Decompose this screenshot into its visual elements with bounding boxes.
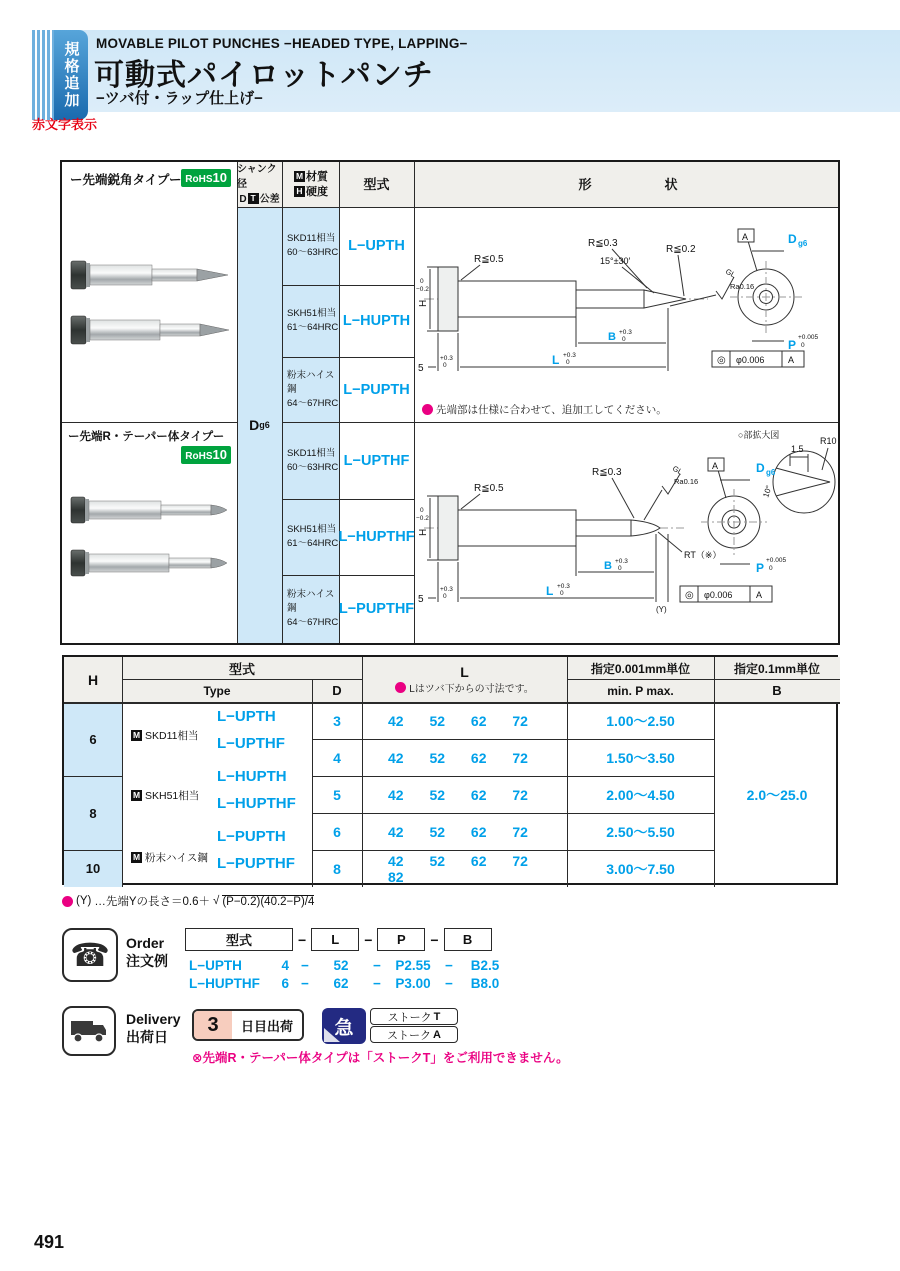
punch-photo-taper-1 bbox=[70, 494, 230, 526]
dim-label: +0.3 bbox=[563, 352, 576, 359]
material-cell bbox=[282, 575, 339, 643]
truck-icon bbox=[69, 1017, 109, 1045]
shape-drawing-taper bbox=[414, 422, 842, 643]
delivery-restriction-note bbox=[192, 1048, 569, 1066]
d-cell bbox=[312, 850, 362, 887]
example-model bbox=[185, 958, 293, 973]
order-labels bbox=[126, 934, 168, 970]
grid bbox=[567, 679, 840, 680]
new-standard-tab bbox=[30, 30, 88, 120]
dim-label: 0 bbox=[560, 590, 564, 597]
d-value: 4 bbox=[333, 749, 341, 766]
dash: − bbox=[364, 931, 373, 948]
dim-label: 0 bbox=[618, 565, 622, 572]
p-label: P bbox=[788, 338, 797, 352]
block2-label: ー先端R・テーパー体タイプー bbox=[68, 431, 225, 443]
example-l: 62 bbox=[333, 976, 349, 991]
type-model: L−UPTH bbox=[217, 708, 276, 725]
l-cell bbox=[362, 702, 567, 739]
example-p: P2.55 bbox=[395, 958, 431, 973]
h-value-cell bbox=[64, 850, 122, 887]
punch-photo-taper-2 bbox=[70, 547, 230, 579]
dim-label: 0 bbox=[622, 336, 626, 343]
datum-flag: A bbox=[712, 461, 719, 471]
hardness-value: 64〜67HRC bbox=[287, 397, 339, 409]
grid bbox=[312, 850, 714, 851]
grid bbox=[312, 739, 714, 740]
gdt-symbol: ◎ bbox=[685, 590, 694, 601]
header-b-sub-label: B bbox=[772, 683, 782, 698]
order-box-model bbox=[185, 928, 293, 951]
block2-photo-cell bbox=[62, 422, 237, 643]
example-model-name: L−HUPTHF bbox=[189, 976, 260, 991]
dim-label: R≦0.2 bbox=[666, 244, 696, 255]
p-cell bbox=[567, 813, 714, 850]
stork-a-box bbox=[370, 1026, 458, 1043]
col-header-model bbox=[339, 162, 414, 207]
dim-label: GL bbox=[724, 266, 738, 280]
red-text-note: 赤文字表示 bbox=[32, 117, 98, 132]
dash: − bbox=[301, 958, 309, 973]
material-header-line1 bbox=[293, 170, 328, 185]
h-value-cell bbox=[64, 776, 122, 850]
shank-d: D bbox=[249, 417, 260, 433]
punch-photo-sharp-2 bbox=[70, 312, 230, 348]
p-label: P bbox=[756, 561, 765, 575]
express-char: 急 bbox=[334, 1017, 354, 1039]
dim-label: +0.3 bbox=[619, 329, 632, 336]
l-cell bbox=[362, 813, 567, 850]
punch-photo-sharp-1 bbox=[70, 257, 230, 293]
h-value-cell bbox=[64, 702, 122, 776]
dim-label: 15°±30′ bbox=[600, 256, 631, 266]
col-header-shape bbox=[414, 162, 842, 207]
t-box-icon: T bbox=[248, 193, 259, 204]
dim-label: −0.2 bbox=[416, 515, 429, 522]
shank-header-kousa: 公差 bbox=[259, 194, 280, 205]
gdt-datum: A bbox=[756, 590, 763, 600]
l-values: 42 52 62 72 bbox=[388, 749, 528, 766]
dash: − bbox=[445, 958, 453, 973]
page-title: 可動式パイロットパンチ bbox=[94, 59, 434, 92]
order-example-row bbox=[185, 958, 509, 973]
l-cell bbox=[362, 850, 567, 887]
shank-dia-value bbox=[237, 207, 282, 643]
example-b: B2.5 bbox=[470, 958, 500, 973]
header-model-label: 型式 bbox=[228, 661, 255, 677]
material-cell bbox=[282, 422, 339, 499]
example-size: 4 bbox=[281, 958, 289, 973]
example-size: 6 bbox=[281, 976, 289, 991]
dim-label: 0 bbox=[420, 507, 424, 514]
dim-label: 0 bbox=[420, 278, 424, 285]
header-l-label: L bbox=[460, 664, 469, 680]
header-h-label: H bbox=[87, 671, 99, 688]
gdt-symbol: ◎ bbox=[717, 355, 726, 366]
dim-label: +0.3 bbox=[557, 583, 570, 590]
dash: − bbox=[373, 958, 381, 973]
grid bbox=[122, 679, 362, 680]
m-box-icon: M bbox=[132, 790, 141, 800]
title-subtitle: −ツバ付・ラップ仕上げ− bbox=[96, 90, 263, 107]
dash: − bbox=[373, 976, 381, 991]
type-material-name: SKH51相当 bbox=[145, 790, 200, 802]
dim-label: 5 bbox=[418, 363, 424, 374]
l-cell bbox=[362, 776, 567, 813]
d-cell bbox=[312, 702, 362, 739]
material-name: SKD11相当 bbox=[287, 447, 336, 459]
dim-label: 0 bbox=[801, 342, 805, 349]
dim-label-l: L bbox=[546, 584, 554, 598]
header-h bbox=[64, 657, 122, 702]
sail-icon bbox=[324, 1028, 340, 1042]
material-name: 粉末ハイス鋼 bbox=[287, 369, 335, 395]
truck-icon-box bbox=[62, 1006, 116, 1056]
order-code-boxes bbox=[185, 928, 492, 951]
title-english: MOVABLE PILOT PUNCHES −HEADED TYPE, LAPPING− bbox=[96, 36, 468, 51]
m-box-icon: M bbox=[295, 170, 304, 181]
material-cell bbox=[282, 499, 339, 575]
h-box-icon: H bbox=[294, 186, 305, 197]
shank-header-line2 bbox=[239, 192, 279, 207]
model-name: L−PUPTH bbox=[343, 381, 410, 398]
l-values: 42 52 62 72 bbox=[388, 786, 528, 803]
hardness-value: 64〜67HRC bbox=[287, 617, 339, 628]
stork-label: ストーク bbox=[387, 1011, 432, 1024]
dim-label: R≦0.5 bbox=[474, 483, 504, 494]
dim-label: −0.2 bbox=[416, 286, 429, 293]
type-material bbox=[130, 850, 208, 865]
drawing-sharp-tip bbox=[416, 209, 840, 395]
shape-drawing-sharp bbox=[414, 207, 842, 422]
rt-label: RT（※） bbox=[684, 550, 722, 560]
header-l bbox=[362, 657, 567, 702]
b-merged-cell bbox=[714, 702, 840, 887]
model-cell bbox=[339, 575, 414, 643]
grid bbox=[567, 657, 568, 887]
block1-note bbox=[422, 402, 667, 417]
detail-dim: 1.5 bbox=[791, 444, 804, 454]
formula-y: (Y) bbox=[76, 895, 92, 907]
dim-label: +0.005 bbox=[766, 557, 787, 564]
dimension-table bbox=[62, 655, 838, 885]
example-model bbox=[185, 976, 293, 991]
hardness-value: 60〜63HRC bbox=[287, 461, 339, 473]
b-range: 2.0〜25.0 bbox=[746, 786, 808, 803]
dash: − bbox=[430, 931, 439, 948]
shank-g6: g6 bbox=[259, 420, 270, 430]
model-cell bbox=[339, 357, 414, 422]
dim-label: 5 bbox=[418, 594, 424, 605]
point-icon bbox=[62, 896, 73, 907]
dim-label: H bbox=[418, 528, 429, 536]
dim-label: Ra0.16 bbox=[674, 477, 699, 486]
dash: − bbox=[445, 976, 453, 991]
l-values: 42 52 62 72 bbox=[388, 823, 528, 840]
hardness-header-label: 硬度 bbox=[306, 185, 328, 198]
header-b-unit-label: 指定0.1mm単位 bbox=[733, 661, 821, 676]
type-material-name: SKD11相当 bbox=[145, 730, 199, 742]
type-material-name: 粉末ハイス鋼 bbox=[145, 852, 208, 864]
order-box-p-label: P bbox=[397, 932, 406, 947]
grid bbox=[64, 776, 122, 777]
model-header-label: 型式 bbox=[363, 177, 390, 192]
model-name: L−HUPTHF bbox=[338, 529, 415, 545]
dim-label: R≦0.3 bbox=[592, 467, 622, 478]
dim-label: +0.005 bbox=[798, 334, 819, 341]
header-d-label: D bbox=[332, 683, 342, 698]
grid bbox=[714, 657, 715, 887]
p-range: 1.00〜2.50 bbox=[606, 712, 675, 729]
y-dim-label: (Y) bbox=[656, 605, 667, 614]
header-p-sub bbox=[567, 679, 714, 702]
order-box-l-label: L bbox=[331, 932, 340, 947]
stork-t: T bbox=[433, 1010, 441, 1023]
detail-angle: 10° bbox=[761, 484, 774, 499]
order-box-b bbox=[444, 928, 492, 951]
delivery-label-en: Delivery bbox=[126, 1011, 181, 1027]
detail-title: ○部拡大図 bbox=[738, 430, 780, 440]
express-badge bbox=[322, 1008, 366, 1044]
dim-label: R≦0.3 bbox=[588, 238, 618, 249]
material-cell bbox=[282, 357, 339, 422]
dg6-label: D bbox=[756, 461, 765, 475]
p-cell bbox=[567, 776, 714, 813]
header-l-note bbox=[395, 680, 534, 695]
stork-t-box bbox=[370, 1008, 458, 1025]
rohs-num: 10 bbox=[212, 170, 227, 185]
gdt-value: φ0.006 bbox=[704, 590, 733, 600]
d-value: 8 bbox=[333, 860, 341, 877]
p-range: 3.00〜7.50 bbox=[606, 860, 675, 877]
header-d bbox=[312, 679, 362, 702]
d-value: 5 bbox=[333, 786, 341, 803]
sqrt-symbol: √ bbox=[213, 895, 220, 907]
type-model: L−HUPTHF bbox=[217, 795, 296, 812]
material-name: 粉末ハイス鋼 bbox=[287, 589, 335, 614]
model-name: L−UPTHF bbox=[343, 452, 410, 469]
dim-label: Ra0.16 bbox=[730, 282, 755, 291]
datum-flag: A bbox=[742, 232, 749, 242]
detail-r10: R10 bbox=[820, 436, 837, 446]
m-box-icon: M bbox=[132, 852, 141, 862]
hardness-value: 60〜63HRC bbox=[287, 247, 339, 258]
grid bbox=[64, 850, 122, 851]
header-p-sub-label: min. P max. bbox=[607, 683, 674, 698]
stork-label: ストーク bbox=[387, 1029, 432, 1042]
material-name: SKD11相当 bbox=[287, 233, 336, 244]
order-box-b-label: B bbox=[462, 932, 473, 947]
tab-stripes-decoration bbox=[30, 30, 54, 120]
dg6-label: D bbox=[788, 232, 797, 246]
order-box-model-label: 型式 bbox=[225, 933, 252, 948]
model-name: L−UPTH bbox=[348, 238, 405, 254]
point-icon bbox=[422, 404, 433, 415]
rohs-badge-2 bbox=[181, 446, 231, 464]
formula-pre: …先端Yの長さ＝0.6＋ bbox=[94, 896, 210, 908]
stork-a: A bbox=[433, 1028, 441, 1041]
dim-label-l: L bbox=[552, 353, 560, 367]
block1-photo-cell bbox=[62, 162, 237, 422]
stork-options bbox=[370, 1008, 458, 1043]
h-value: 8 bbox=[89, 805, 97, 821]
header-type-label: Type bbox=[203, 683, 231, 698]
model-cell bbox=[339, 499, 414, 575]
dim-label: R≦0.5 bbox=[474, 254, 504, 265]
dim-label-b: B bbox=[608, 331, 616, 343]
phone-icon-box bbox=[62, 928, 118, 982]
block1-label: ー先端鋭角タイプー bbox=[70, 173, 182, 187]
drawing-taper-tip bbox=[416, 426, 840, 640]
d-cell bbox=[312, 776, 362, 813]
grid bbox=[237, 162, 238, 643]
material-name: SKH51相当 bbox=[287, 524, 337, 535]
header-b-sub bbox=[714, 679, 840, 702]
dg6-sub: g6 bbox=[798, 239, 808, 248]
page-number: 491 bbox=[34, 1232, 65, 1252]
header-p-unit-label: 指定0.001mm単位 bbox=[590, 661, 691, 676]
p-range: 2.00〜4.50 bbox=[606, 786, 675, 803]
d-cell bbox=[312, 813, 362, 850]
type-merged-cell bbox=[122, 702, 312, 887]
gdt-value: φ0.006 bbox=[736, 355, 765, 365]
material-cell bbox=[282, 207, 339, 285]
dim-label: +0.3 bbox=[440, 586, 453, 593]
model-cell bbox=[339, 422, 414, 499]
col-header-material bbox=[282, 162, 339, 207]
model-name: L−PUPTHF bbox=[338, 601, 415, 617]
order-label-en: Order bbox=[126, 935, 165, 951]
dash: − bbox=[298, 931, 307, 948]
dim-label: 0 bbox=[443, 362, 447, 369]
delivery-label-jp: 出荷日 bbox=[126, 1029, 168, 1045]
model-cell bbox=[339, 207, 414, 285]
dim-label: 0 bbox=[566, 359, 570, 366]
shank-header-d: D bbox=[239, 194, 247, 205]
dim-label: GL bbox=[671, 463, 685, 477]
l-cell bbox=[362, 739, 567, 776]
grid bbox=[122, 657, 123, 887]
material-name: SKH51相当 bbox=[287, 308, 337, 319]
order-label-jp: 注文例 bbox=[126, 953, 168, 969]
header-type bbox=[122, 679, 312, 702]
delivery-note-text: 先端R・テーパー体タイプは「ストークT」をご利用できません。 bbox=[202, 1051, 569, 1065]
type-model: L−PUPTH bbox=[217, 828, 286, 845]
model-name: L−HUPTH bbox=[342, 313, 411, 329]
material-cell bbox=[282, 285, 339, 357]
dim-label-b: B bbox=[604, 560, 612, 572]
type-model: L−UPTHF bbox=[217, 735, 285, 752]
example-l: 52 bbox=[333, 958, 349, 973]
gdt-datum: A bbox=[788, 355, 795, 365]
model-cell bbox=[339, 285, 414, 357]
order-box-p bbox=[377, 928, 425, 951]
tab-label: 規格追加 bbox=[54, 30, 88, 120]
p-cell bbox=[567, 739, 714, 776]
p-cell bbox=[567, 702, 714, 739]
grid bbox=[64, 702, 840, 704]
rohs-num: 10 bbox=[212, 447, 227, 462]
dg6-sub: g6 bbox=[766, 468, 776, 477]
type-model: L−PUPTHF bbox=[217, 855, 295, 872]
dim-label: H bbox=[418, 299, 429, 307]
hardness-value: 61〜64HRC bbox=[287, 322, 339, 333]
dash: − bbox=[301, 976, 309, 991]
grid bbox=[362, 657, 363, 887]
grid bbox=[312, 813, 714, 814]
dim-label: +0.3 bbox=[440, 355, 453, 362]
delivery-days-label: 日目出荷 bbox=[232, 1011, 302, 1039]
delivery-days: 3 bbox=[194, 1011, 232, 1039]
block1-note-text: 先端部は仕様に合わせて、追加工してください。 bbox=[436, 404, 667, 416]
rohs-text: RoHS bbox=[185, 451, 213, 462]
example-b: B8.0 bbox=[470, 976, 500, 991]
d-value: 6 bbox=[333, 823, 341, 840]
phone-icon: ☎ bbox=[70, 937, 110, 973]
rohs-text: RoHS bbox=[185, 174, 213, 185]
delivery-labels bbox=[126, 1010, 180, 1046]
p-range: 2.50〜5.50 bbox=[606, 823, 675, 840]
grid bbox=[312, 679, 313, 887]
h-value: 10 bbox=[85, 861, 101, 876]
p-cell bbox=[567, 850, 714, 887]
type-material bbox=[130, 728, 199, 743]
hardness-value: 61〜64HRC bbox=[287, 538, 339, 549]
type-material bbox=[130, 788, 199, 803]
example-model-name: L−UPTH bbox=[189, 958, 242, 973]
material-header-label: 材質 bbox=[306, 170, 328, 183]
delivery-days-box bbox=[192, 1009, 304, 1041]
formula-radicand: (P−0.2)(40.2−P)/4 bbox=[222, 895, 315, 908]
order-box-l bbox=[311, 928, 359, 951]
dim-label: 0 bbox=[769, 565, 773, 572]
col-header-shank bbox=[237, 162, 282, 207]
d-value: 3 bbox=[333, 712, 341, 729]
dim-label: +0.3 bbox=[615, 558, 628, 565]
hardness-header-line2 bbox=[293, 185, 328, 200]
dim-label: 0 bbox=[443, 593, 447, 600]
grid bbox=[312, 776, 714, 777]
spec-table bbox=[60, 160, 840, 645]
header-b-unit bbox=[714, 657, 840, 679]
shank-header-line1: シャンク径 bbox=[237, 164, 277, 190]
l-values: 42 52 62 72 82 bbox=[388, 852, 528, 885]
d-cell bbox=[312, 739, 362, 776]
header-model bbox=[122, 657, 362, 679]
l-values: 42 52 62 72 bbox=[388, 712, 528, 729]
order-example-row bbox=[185, 976, 509, 991]
m-box-icon: M bbox=[132, 730, 141, 740]
p-range: 1.50〜3.50 bbox=[606, 749, 675, 766]
rohs-badge bbox=[181, 169, 231, 187]
header-l-note-text: Lはツバ下からの寸法です。 bbox=[409, 684, 534, 695]
example-p: P3.00 bbox=[395, 976, 431, 991]
header-p-unit bbox=[567, 657, 714, 679]
type-model: L−HUPTH bbox=[217, 768, 287, 785]
point-icon bbox=[395, 682, 406, 693]
circle-x-icon: ⊗ bbox=[192, 1051, 203, 1065]
shape-header-label: 形 状 bbox=[578, 177, 708, 192]
h-value: 6 bbox=[89, 731, 97, 747]
y-formula-note bbox=[62, 893, 314, 909]
